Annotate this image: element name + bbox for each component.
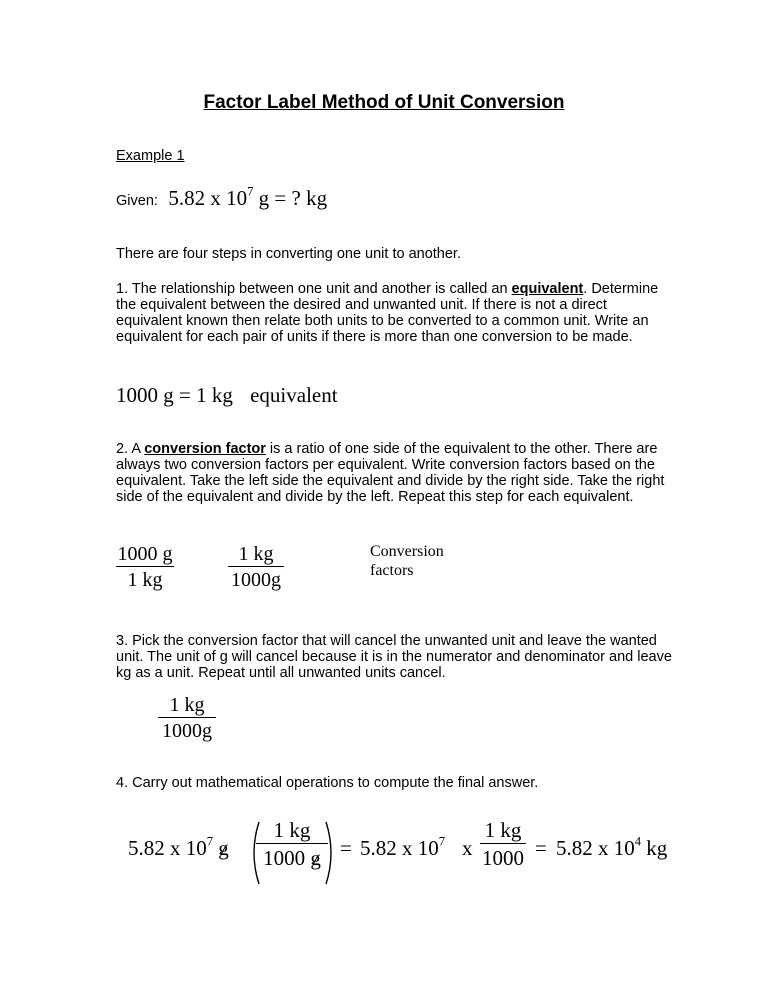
chosen-conversion-factor [158, 694, 216, 743]
final-fraction-2-numerator: 1 kg [484, 818, 522, 842]
given-expression: 5.82 x $10^7$ g = ? kg [168, 184, 328, 210]
conversion-factor-2 [228, 543, 284, 592]
factor-2-denominator: 1000g [231, 569, 281, 591]
factor-2-numerator: 1 kg [238, 543, 274, 565]
final-equals-2: = [535, 836, 547, 860]
equivalent-line [116, 383, 338, 408]
final-fraction-1-denominator: 1000 g [263, 846, 321, 870]
final-fraction-2-denominator: 1000 [482, 846, 524, 870]
chosen-factor-denominator: 1000g [162, 720, 212, 742]
cancelled-g-unit: g [218, 836, 229, 860]
step-4-text: 4. Carry out mathematical operations to compute the final answer. [116, 775, 539, 791]
step-1-text: 1. The relationship between one unit and another is called an equivalent. Determine the equivalent between the desired and unwanted unit. If there is not a direct equivalent known then relate both units to be converted to a common unit. Write an equivalent for each pair of units if there is more than one conversion to be made. [116, 281, 659, 345]
final-fraction-1-numerator: 1 kg [273, 818, 311, 842]
equivalent-label: equivalent [250, 383, 338, 407]
term-equivalent: equivalent [511, 281, 584, 297]
final-result: 5.82 x $10^4$ kg [556, 834, 668, 860]
chosen-factor-numerator: 1 kg [169, 694, 205, 716]
intro-text: There are four steps in converting one unit to another. [116, 246, 461, 262]
conversion-factor-1 [116, 543, 174, 592]
final-equals-1: = [340, 836, 352, 860]
example-label: Example 1 [116, 148, 185, 164]
given-label: Given: [116, 193, 158, 209]
equivalent-expression: 1000 g = 1 kg [116, 383, 233, 407]
conversion-factors-caption: Conversion factors [370, 543, 444, 579]
factor-1-denominator: 1 kg [127, 569, 163, 591]
final-term-1: 5.82 x $10^7$ g [128, 834, 229, 860]
final-times: x [462, 836, 473, 860]
factor-1-numerator: 1000 g [117, 543, 173, 565]
step-2-text: 2. A conversion factor is a ratio of one side of the equivalent to the other. There are always two conversion factors per equivalent. Write conversion factors based on the equivalent. Take the left side the equivalent and divide by the right side. Take the right side of the equivalent and divide by the left. Repeat this step for each equivalent. [116, 441, 665, 505]
final-term-2: 5.82 x $10^7$ [360, 834, 446, 860]
step-3-text: 3. Pick the conversion factor that will cancel the unwanted unit and leave the wanted unit. The unit of g will cancel because it is in the numerator and denominator and leave kg as a unit. Repeat until all unwanted units cancel. [116, 633, 672, 681]
final-fraction-2 [480, 818, 526, 871]
final-fraction-1 [256, 818, 328, 871]
page-title: Factor Label Method of Unit Conversion [203, 92, 565, 113]
term-conversion-factor: conversion factor [144, 441, 266, 457]
cancelled-g-unit-denominator: g [310, 846, 321, 870]
given-line [116, 186, 327, 211]
